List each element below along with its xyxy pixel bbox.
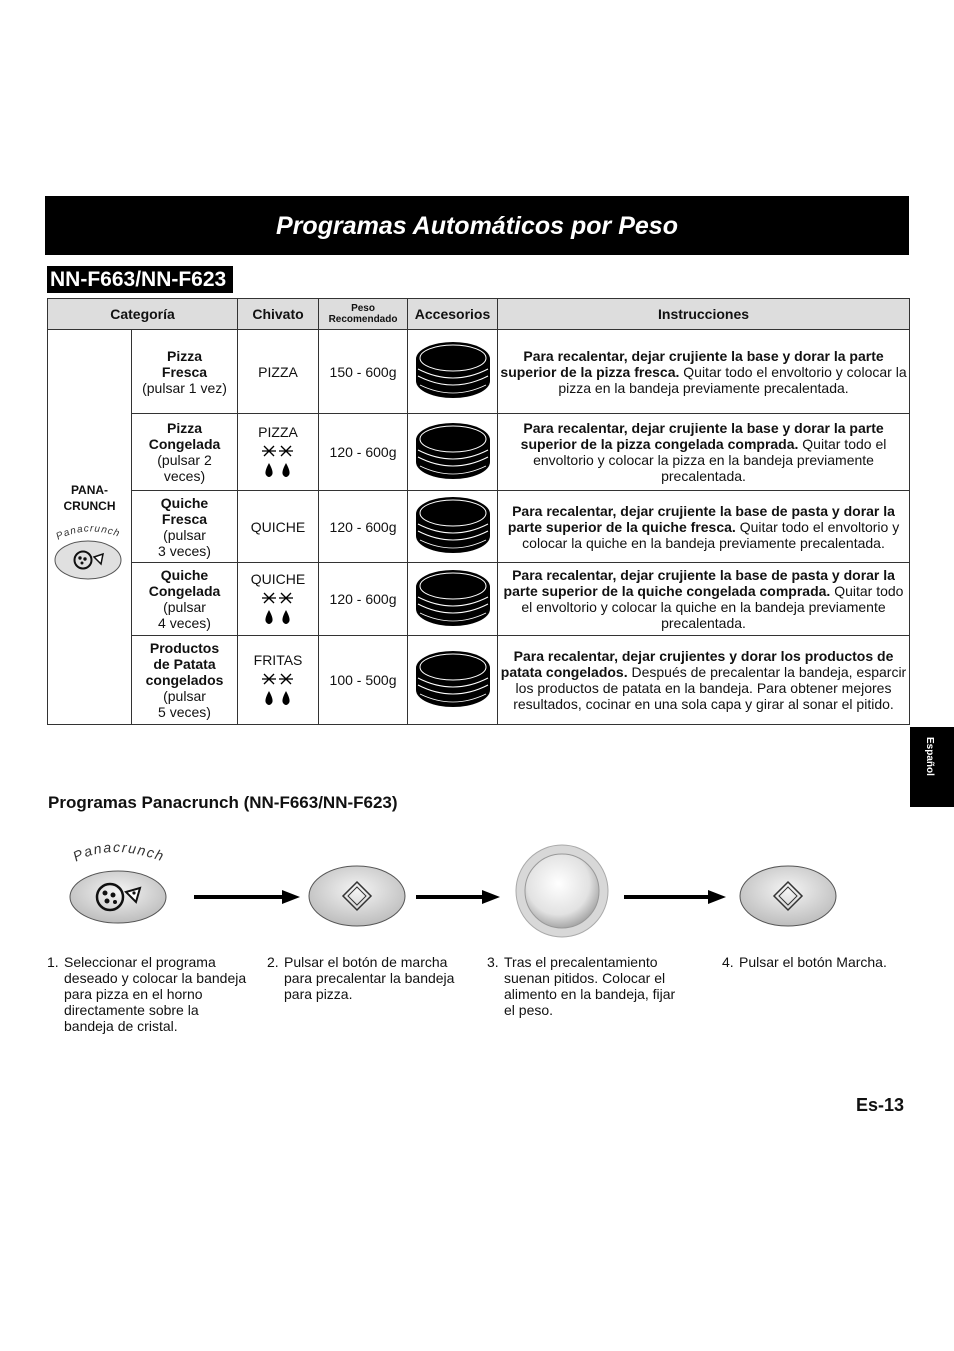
category-group-line: PANA- — [70, 483, 109, 497]
weight-cell: 100 - 500g — [319, 636, 408, 725]
instructions-bold: Para recalentar, dejar crujiente la base y dorar la parte superior de la pizza congelada comprada. — [520, 420, 884, 452]
table-row — [48, 330, 910, 414]
language-tab-label: Español — [924, 737, 935, 776]
chivato-cell — [238, 563, 319, 636]
chivato-cell — [238, 491, 319, 563]
weight-cell: 120 - 600g — [319, 563, 408, 636]
pizza-tray-icon — [414, 420, 492, 482]
weight-cell: 150 - 600g — [319, 330, 408, 414]
instructions-cell — [498, 491, 910, 563]
item-note-line: (pulsar — [163, 599, 206, 615]
item-name-cell — [132, 563, 238, 636]
chivato-label: PIZZA — [258, 424, 298, 440]
item-name — [134, 420, 235, 452]
table-row — [48, 563, 910, 636]
item-name — [134, 567, 235, 599]
svg-text:Panacrunch — [54, 523, 121, 542]
category-group-line: CRUNCH — [63, 499, 116, 513]
category-group-label — [50, 482, 129, 514]
step-text: Tras el precalentamiento suenan pitidos. Colocar el alimento en la bandeja, fijar el peso. — [504, 954, 676, 1018]
item-note-line: (pulsar — [163, 688, 206, 704]
pizza-tray-icon — [414, 648, 492, 710]
pizza-tray-icon — [414, 494, 492, 556]
chivato-cell — [238, 636, 319, 725]
item-name — [134, 495, 235, 527]
item-name-line: Quiche — [160, 494, 209, 511]
step-text: Pulsar el botón de marcha para precalentar la bandeja para pizza. — [284, 954, 455, 1002]
instructions-bold: Para recalentar, dejar crujiente la base de pasta y dorar la parte superior de la quiche congelada comprada. — [503, 567, 895, 599]
accessory-cell — [408, 491, 498, 563]
item-name-line: Fresca — [161, 510, 208, 527]
instructions-bold: Para recalentar, dejar crujiente la base de pasta y dorar la parte superior de la quiche fresca. — [507, 502, 895, 535]
item-name-cell — [132, 636, 238, 725]
page-number: Es-13 — [856, 1095, 905, 1115]
item-note — [134, 380, 235, 396]
instructions-text: Quitar todo el envoltorio y colocar la pizza en la bandeja previamente precalentada. — [533, 436, 887, 484]
item-note-line: 3 veces) — [158, 542, 211, 559]
item-name-line: Pizza — [167, 420, 203, 436]
weight-cell: 120 - 600g — [319, 414, 408, 491]
step-text: Pulsar el botón Marcha. — [739, 954, 887, 970]
item-note — [134, 452, 235, 484]
model-tag: NN-F663/NN-F623 — [47, 266, 233, 293]
weight-cell: 120 - 600g — [319, 491, 408, 563]
item-note-line: 4 veces) — [158, 615, 211, 631]
start-button-icon — [309, 866, 405, 926]
item-name-line: Quiche — [160, 567, 209, 583]
arrow-icon — [624, 890, 726, 904]
panacrunch-steps-diagram — [60, 840, 920, 940]
item-name-cell — [132, 414, 238, 491]
item-name-line: de Patata — [153, 656, 216, 672]
accessory-cell — [408, 414, 498, 491]
panacrunch-button-icon — [70, 840, 167, 923]
item-name-line: Productos — [149, 640, 220, 656]
pizza-tray-icon — [414, 339, 492, 401]
instructions-bold: Para recalentar, dejar crujientes y dorar los productos de patata congelados. — [500, 648, 894, 680]
diagram-logo-text: Panacrunch — [70, 840, 167, 865]
arrow-icon — [194, 890, 300, 904]
title-banner — [45, 196, 909, 255]
arrow-icon — [416, 890, 500, 904]
instructions-text: Quitar todo el envoltorio y colocar la quiche en la bandeja previamente precalentada. — [521, 583, 904, 631]
step-1 — [47, 954, 249, 1034]
frozen-defrost-icon — [261, 671, 295, 709]
item-name-cell — [132, 330, 238, 414]
item-note-line: (pulsar 1 vez) — [142, 379, 227, 396]
start-button-icon — [740, 866, 836, 926]
item-note — [134, 688, 235, 720]
instructions-text: Después de precalentar la bandeja, esparcir los productos de patata en la bandeja. Para obtener mejores resultados, cocinar en una sola capa y girar al sonar el pitido. — [513, 664, 907, 712]
chivato-cell — [238, 414, 319, 491]
table-header-row — [48, 299, 910, 330]
instructions-cell — [498, 636, 910, 725]
table-row — [48, 414, 910, 491]
category-group-cell — [48, 330, 132, 725]
section-heading: Programas Panacrunch (NN-F663/NN-F623) — [48, 793, 398, 812]
item-name — [134, 348, 235, 380]
header-instrucciones: Instrucciones — [498, 299, 910, 330]
step-number: 3. — [487, 954, 499, 970]
accessory-cell — [408, 330, 498, 414]
panacrunch-logo — [50, 522, 129, 572]
item-note — [134, 599, 235, 631]
item-name — [134, 640, 235, 688]
header-accesorios: Accesorios — [408, 299, 498, 330]
chivato-label: QUICHE — [250, 518, 306, 535]
chivato-label: QUICHE — [250, 571, 306, 587]
item-name-line: Congelada — [148, 436, 221, 452]
frozen-defrost-icon — [261, 590, 295, 628]
step-number: 1. — [47, 954, 59, 970]
item-name-line: congelados — [145, 672, 224, 688]
header-peso-label: Peso Recomendado — [328, 303, 398, 325]
item-note-line: (pulsar 2 — [157, 452, 212, 468]
frozen-defrost-icon — [261, 443, 295, 481]
weight-dial-icon — [516, 845, 608, 937]
language-tab — [910, 727, 954, 807]
chivato-label: FRITAS — [253, 652, 303, 668]
instructions-text: Quitar todo el envoltorio y colocar la quiche en la bandeja previamente precalentada. — [522, 518, 900, 551]
svg-text:Panacrunch — [70, 840, 167, 865]
panacrunch-logo-text: Panacrunch — [53, 523, 122, 543]
instructions-cell — [498, 563, 910, 636]
programs-table — [47, 298, 910, 725]
header-chivato: Chivato — [238, 299, 319, 330]
step-4 — [722, 954, 922, 970]
instructions-text: Quitar todo el envoltorio y colocar la pizza en la bandeja previamente precalentada. — [558, 363, 907, 396]
item-note — [134, 527, 235, 559]
chivato-label: PIZZA — [258, 363, 298, 380]
step-number: 4. — [722, 954, 734, 970]
step-2 — [267, 954, 467, 1002]
chivato-cell — [238, 330, 319, 414]
header-peso — [319, 299, 408, 330]
table-row — [48, 636, 910, 725]
pizza-tray-icon — [414, 567, 492, 629]
table-row — [48, 491, 910, 563]
instructions-cell — [498, 414, 910, 491]
instructions-cell — [498, 330, 910, 414]
instructions-bold: Para recalentar, dejar crujiente la base y dorar la parte superior de la pizza fresca. — [500, 347, 884, 380]
item-name-line: Pizza — [167, 347, 203, 364]
step-text: Seleccionar el programa deseado y colocar la bandeja para pizza en el horno directamente sobre la bandeja de cristal. — [64, 954, 247, 1034]
item-note-line: veces) — [163, 468, 206, 484]
item-name-cell — [132, 491, 238, 563]
accessory-cell — [408, 636, 498, 725]
accessory-cell — [408, 563, 498, 636]
step-number: 2. — [267, 954, 279, 970]
panacrunch-button-icon — [52, 522, 128, 584]
item-name-line: Fresca — [161, 363, 208, 380]
item-name-line: Congelada — [148, 583, 221, 599]
page-title: Programas Automáticos por Peso — [276, 212, 678, 240]
item-note-line: (pulsar — [163, 526, 206, 543]
header-categoria: Categoría — [48, 299, 238, 330]
item-note-line: 5 veces) — [158, 704, 211, 720]
step-3 — [487, 954, 687, 1018]
